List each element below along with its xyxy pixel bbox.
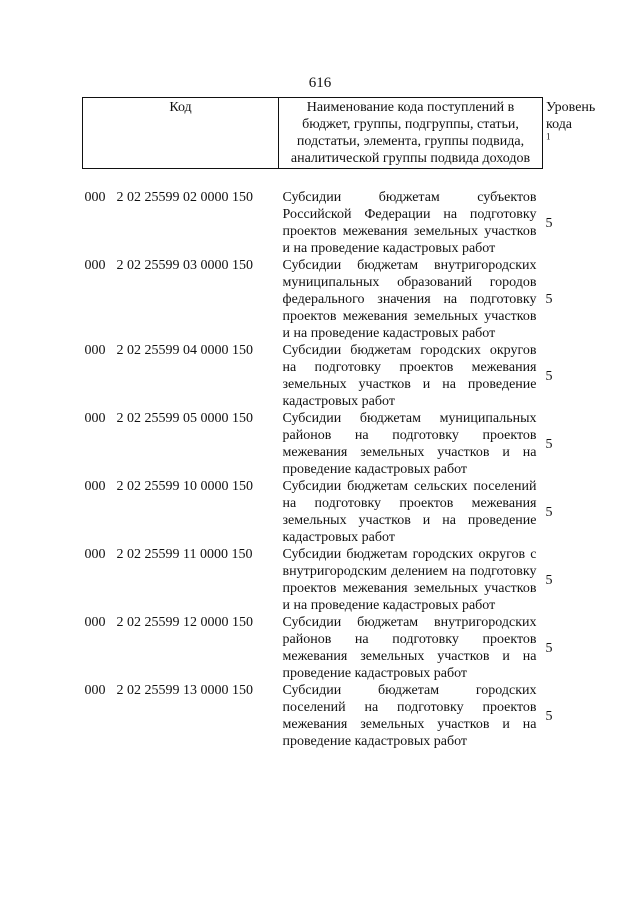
- row-code-prefix: 000: [84, 479, 106, 494]
- header-code: Код: [83, 98, 279, 169]
- row-code-prefix: 000: [84, 258, 106, 273]
- row-name: Субсидии бюджетам сельских поселений на подготовку проектов межевания земельных участков и на проведение кадастровых работ: [282, 479, 537, 545]
- row-code-prefix: 000: [84, 615, 106, 630]
- row-code-prefix: 000: [84, 683, 106, 698]
- row-code: 2 02 25599 05 0000 150: [116, 411, 253, 426]
- row-name: Субсидии бюджетам муниципальных районов на подготовку проектов межевания земельных участков и на проведение кадастровых работ: [282, 411, 537, 477]
- page-number: 616: [308, 75, 332, 91]
- row-code: 2 02 25599 02 0000 150: [116, 190, 253, 205]
- row-code-prefix: 000: [84, 411, 106, 426]
- row-code-prefix: 000: [84, 547, 106, 562]
- row-code-prefix: 000: [84, 343, 106, 358]
- row-code: 2 02 25599 12 0000 150: [116, 615, 253, 630]
- table-row: 000 2 02 25599 12 0000 150 Субсидии бюджетам внутригородских районов на подготовку проектов межевания земельных участков и на проведение кадастровых работ 5: [84, 615, 553, 681]
- table-row: 000 2 02 25599 13 0000 150 Субсидии бюджетам городских поселений на подготовку проектов межевания земельных участков и на проведение кадастровых работ 5: [84, 683, 553, 749]
- table-row: 000 2 02 25599 11 0000 150 Субсидии бюджетам городских округов с внутригородским делением на подготовку проектов межевания земельных участков и на проведение кадастровых работ 5: [84, 547, 553, 613]
- table-row: 000 2 02 25599 03 0000 150 Субсидии бюджетам внутригородских муниципальных образований городов федерального значения на подготовку проектов межевания земельных участков и на проведение кадастровых работ 5: [84, 258, 553, 341]
- row-name: Субсидии бюджетам внутригородских районов на подготовку проектов межевания земельных участков и на проведение кадастровых работ: [282, 615, 537, 681]
- table-body: [83, 169, 553, 751]
- table-header-row: [83, 98, 543, 169]
- row-name: Субсидии бюджетам субъектов Российской Федерации на подготовку проектов межевания земельных участков и на проведение кадастровых работ: [282, 190, 537, 256]
- header-name: Наименование кода поступлений в бюджет, группы, подгруппы, статьи, подстатьи, элемента, группы подвида, аналитической группы подвида доходов: [279, 98, 543, 169]
- header-level-label: Уровень кода: [546, 100, 596, 132]
- header-level-footnote: 1: [546, 131, 551, 142]
- row-code: 2 02 25599 13 0000 150: [116, 683, 253, 698]
- spacer-row: [83, 169, 543, 190]
- table-row: 000 2 02 25599 10 0000 150 Субсидии бюджетам сельских поселений на подготовку проектов межевания земельных участков и на проведение кадастровых работ 5: [84, 479, 553, 545]
- row-name: Субсидии бюджетам городских поселений на подготовку проектов межевания земельных участков и на проведение кадастровых работ: [282, 683, 537, 749]
- table-row: 000 2 02 25599 04 0000 150 Субсидии бюджетам городских округов на подготовку проектов межевания земельных участков и на проведение кадастровых работ 5: [84, 343, 553, 409]
- row-name: Субсидии бюджетам городских округов с внутригородским делением на подготовку проектов межевания земельных участков и на проведение кадастровых работ: [282, 547, 537, 613]
- row-code: 2 02 25599 03 0000 150: [116, 258, 253, 273]
- row-name: Субсидии бюджетам городских округов на подготовку проектов межевания земельных участков и на проведение кадастровых работ: [282, 343, 537, 409]
- row-name: Субсидии бюджетам внутригородских муниципальных образований городов федерального значения на подготовку проектов межевания земельных участков и на проведение кадастровых работ: [282, 258, 537, 341]
- table-row: 000 2 02 25599 05 0000 150 Субсидии бюджетам муниципальных районов на подготовку проектов межевания земельных участков и на проведение кадастровых работ 5: [84, 411, 553, 477]
- row-code: 2 02 25599 04 0000 150: [116, 343, 253, 358]
- table-row: 000 2 02 25599 02 0000 150 Субсидии бюджетам субъектов Российской Федерации на подготовку проектов межевания земельных участков и на проведение кадастровых работ 5: [84, 190, 553, 256]
- income-codes-table: [82, 97, 596, 750]
- row-code: 2 02 25599 10 0000 150: [116, 479, 253, 494]
- row-code: 2 02 25599 11 0000 150: [116, 547, 253, 562]
- row-code-prefix: 000: [84, 190, 106, 205]
